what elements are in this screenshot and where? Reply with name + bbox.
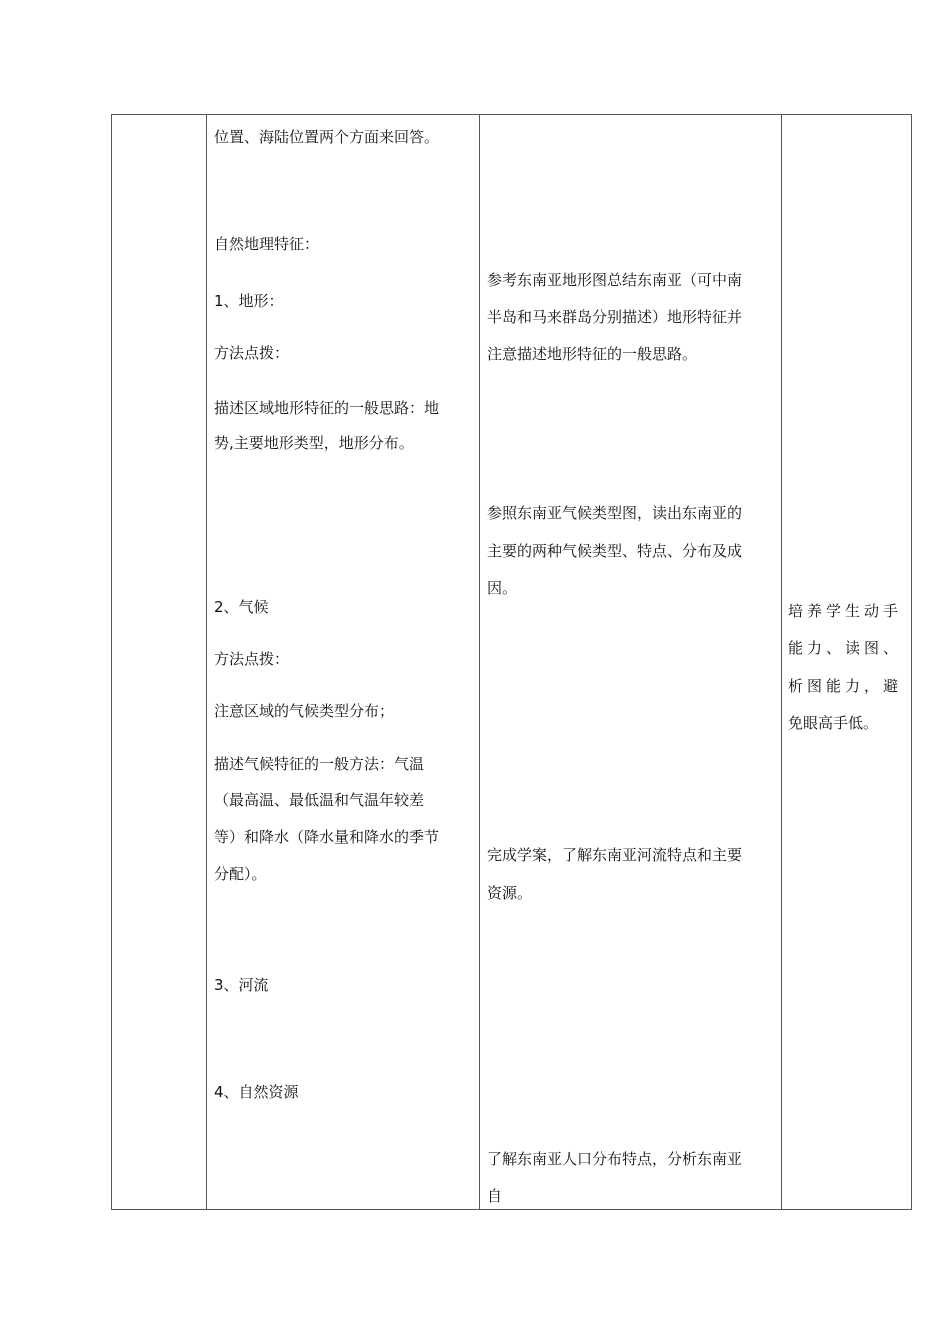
- river-task-line-2: 资源。: [487, 884, 533, 902]
- river-task-line-1: 完成学案，了解东南亚河流特点和主要: [487, 846, 743, 864]
- climate-title: 2、气候: [214, 598, 269, 616]
- climate-desc-line-2: （最高温、最低温和气温年较差: [214, 791, 425, 809]
- purpose-line-3: 析图能力，避: [788, 677, 903, 695]
- river-title: 3、河流: [214, 976, 269, 994]
- climate-note: 注意区域的气候类型分布；: [214, 702, 395, 720]
- climate-task-line-2: 主要的两种气候类型、特点、分布及成: [487, 542, 743, 560]
- climate-task-line-3: 因。: [487, 579, 518, 597]
- purpose-line-1: 培养学生动手: [788, 602, 903, 620]
- terrain-title: 1、地形：: [214, 292, 284, 310]
- terrain-desc-line-1: 描述区域地形特征的一般思路：地: [214, 399, 440, 417]
- climate-desc-line-3: 等）和降水（降水量和降水的季节: [214, 828, 440, 846]
- climate-desc-line-1: 描述气候特征的一般方法：气温: [214, 755, 425, 773]
- terrain-task-line-2: 半岛和马来群岛分别描述）地形特征并: [487, 308, 743, 326]
- purpose-line-2: 能力、读图、: [788, 639, 903, 657]
- terrain-task-line-1: 参考东南亚地形图总结东南亚（可中南: [487, 271, 743, 289]
- resource-title: 4、自然资源: [214, 1083, 299, 1101]
- natural-features-heading: 自然地理特征：: [214, 235, 320, 253]
- terrain-desc-line-2: 势,主要地形类型，地形分布。: [214, 434, 414, 452]
- population-task-line-1: 了解东南亚人口分布特点，分析东南亚: [487, 1150, 743, 1168]
- population-task-line-2: 自: [487, 1187, 503, 1205]
- location-answer-line: 位置、海陆位置两个方面来回答。: [214, 128, 440, 146]
- column-divider-1: [206, 115, 207, 1209]
- terrain-task-line-3: 注意描述地形特征的一般思路。: [487, 345, 698, 363]
- climate-method-label: 方法点拨：: [214, 650, 290, 668]
- climate-desc-line-4: 分配）。: [214, 865, 267, 883]
- column-divider-2: [479, 115, 480, 1209]
- climate-task-line-1: 参照东南亚气候类型图，读出东南亚的: [487, 504, 743, 522]
- column-divider-3: [781, 115, 782, 1209]
- purpose-line-4: 免眼高手低。: [788, 714, 879, 732]
- terrain-method-label: 方法点拨：: [214, 344, 290, 362]
